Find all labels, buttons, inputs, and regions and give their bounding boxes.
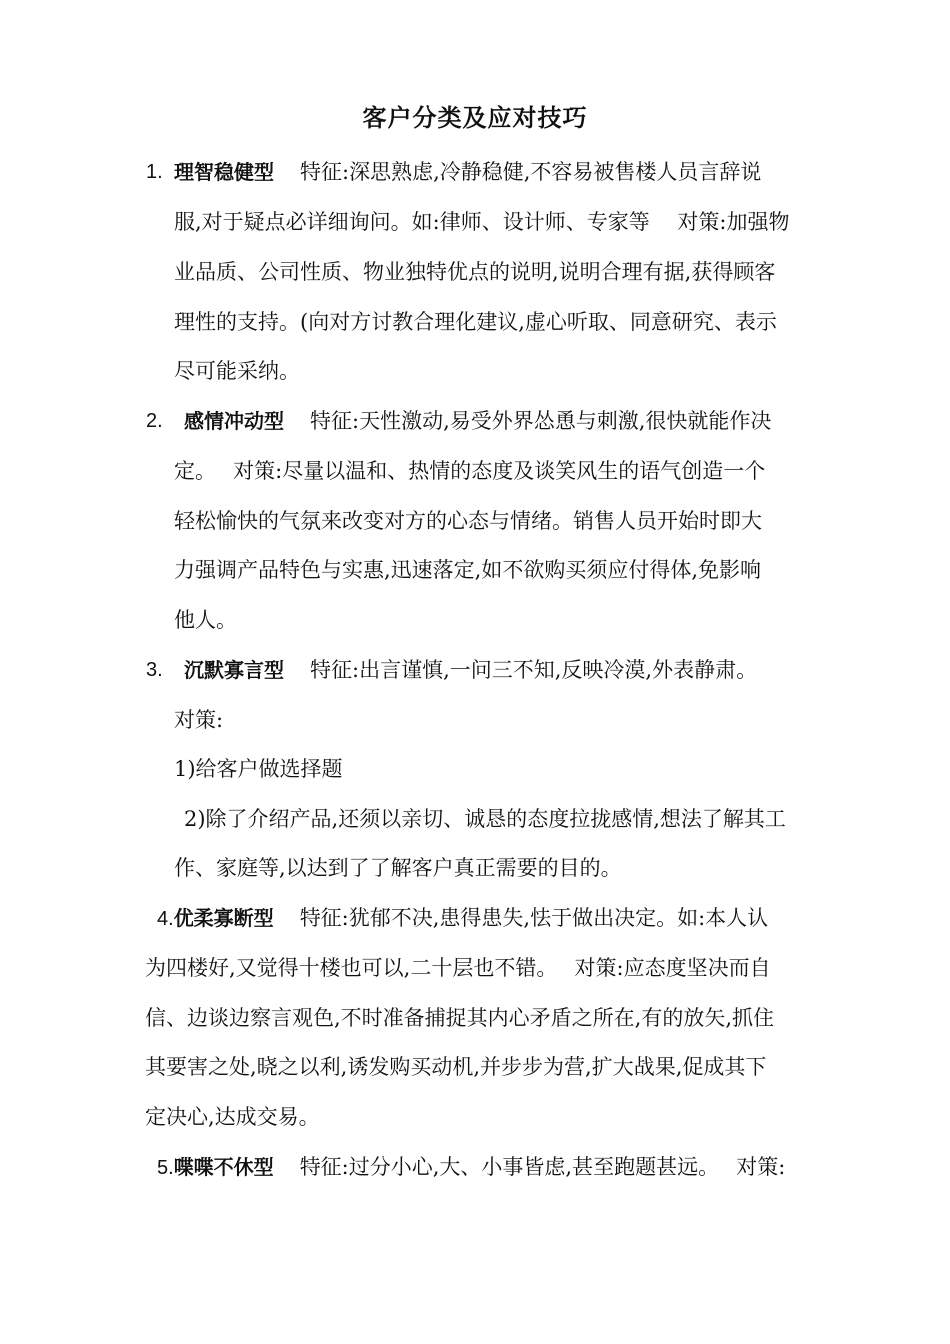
item-heading: 理智稳健型	[174, 160, 274, 184]
item-first-line	[157, 1152, 785, 1183]
item-number: 2.	[146, 410, 163, 432]
item-first-line	[174, 157, 761, 187]
item-heading: 沉默寡言型	[184, 658, 284, 682]
item-text-line: 特征:天性激动,易受外界怂恿与刺激,很快就能作决	[310, 409, 772, 433]
item-number: 4.	[157, 908, 174, 930]
item-text-line: 定。 对策:尽量以温和、热情的态度及谈笑风生的语气创造一个	[174, 459, 766, 483]
item-text-line: 轻松愉快的气氛来改变对方的心态与情绪。销售人员开始时即大	[174, 509, 762, 533]
item-text-line: 特征:过分小心,大、小事皆虑,甚至跑题甚远。 对策:	[299, 1155, 786, 1179]
item-text-line: 理性的支持。(向对方讨教合理化建议,虚心听取、同意研究、表示	[174, 310, 777, 334]
item-text-line: 定决心,达成交易。	[145, 1105, 320, 1129]
item-text-line: 2)除了介绍产品,还须以亲切、诚恳的态度拉拢感情,想法了解其工	[184, 807, 786, 831]
item-number: 3.	[146, 659, 163, 681]
item-heading: 感情冲动型	[184, 409, 284, 433]
item-text-line: 对策:	[174, 708, 224, 732]
item-text-line: 特征:犹郁不决,患得患失,怯于做出决定。如:本人认	[299, 906, 769, 930]
item-number: 5.	[157, 1157, 174, 1179]
item-text-line: 他人。	[174, 608, 237, 632]
item-first-line	[157, 903, 768, 934]
item-first-line	[184, 406, 771, 436]
item-text-line: 信、边谈边察言观色,不时准备捕捉其内心矛盾之所在,有的放矢,抓住	[145, 1006, 775, 1030]
item-text-line: 作、家庭等,以达到了了解客户真正需要的目的。	[174, 856, 622, 880]
item-heading: 喋喋不休型	[173, 1155, 274, 1179]
item-text-line: 特征:深思熟虑,冷静稳健,不容易被售楼人员言辞说	[300, 160, 762, 184]
item-number: 1.	[146, 161, 163, 183]
item-text-line: 为四楼好,又觉得十楼也可以,二十层也不错。 对策:应态度坚决而自	[145, 956, 771, 980]
item-heading: 优柔寡断型	[173, 906, 274, 930]
item-text-line: 尽可能采纳。	[174, 359, 300, 383]
item-text-line: 服,对于疑点必详细询问。如:律师、设计师、专家等 对策:加强物	[174, 210, 790, 234]
item-text-line: 其要害之处,晓之以利,诱发购买动机,并步步为营,扩大战果,促成其下	[145, 1055, 767, 1079]
item-text-line: 特征:出言谨慎,一问三不知,反映冷漠,外表静肃。	[310, 658, 758, 682]
item-text-line: 业品质、公司性质、物业独特优点的说明,说明合理有据,获得顾客	[174, 260, 776, 284]
document-title: 客户分类及应对技巧	[362, 104, 588, 132]
item-text-line: 力强调产品特色与实惠,迅速落定,如不欲购买须应付得体,免影响	[174, 558, 762, 582]
item-first-line	[184, 655, 757, 685]
item-text-line: 1)给客户做选择题	[174, 757, 343, 781]
